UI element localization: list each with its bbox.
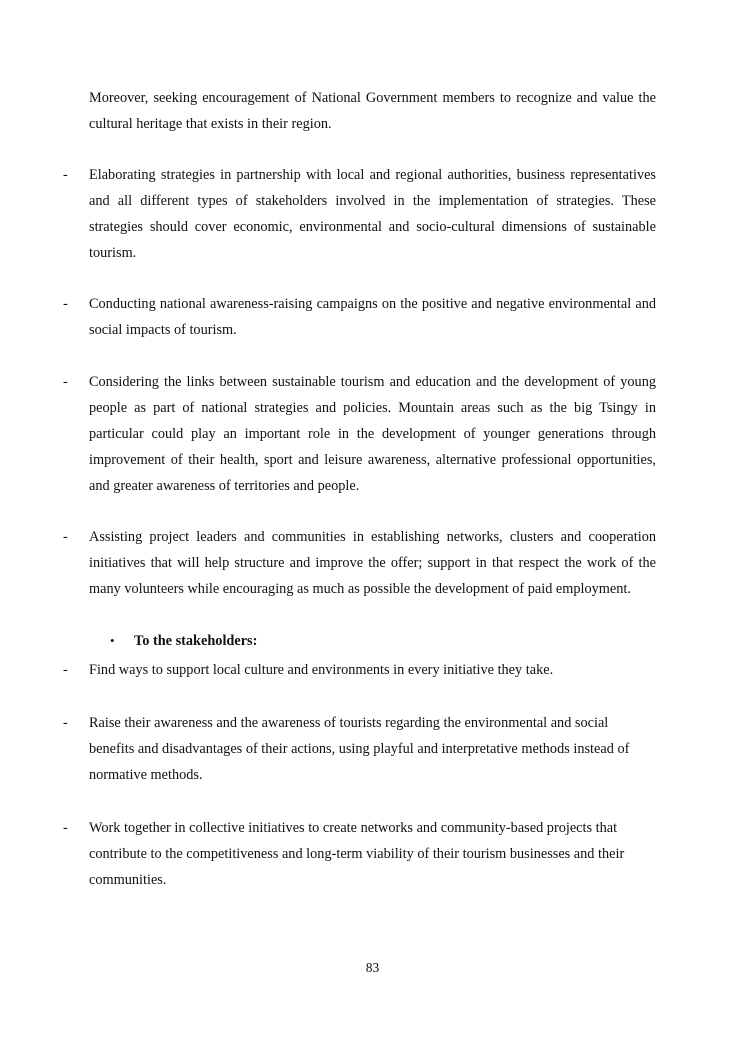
list-item: Considering the links between sustainable tourism and education and the development of young people as part of national strategies and policies. Mountain areas such as the big Tsingy in particular could play an important role in the development of younger generations through improvement of their health, sport and leisure awareness, alternative professional opportunities, and greater awareness of territories and people. xyxy=(89,374,656,494)
list-dash: - xyxy=(63,715,68,731)
list-dash: - xyxy=(63,296,68,312)
list-dash: - xyxy=(63,167,68,183)
list-dash: - xyxy=(63,662,68,678)
list-item: Work together in collective initiatives to create networks and community-based projects that contribute to the competitiveness and long-term viability of their tourism businesses and their communities. xyxy=(89,820,625,888)
list-item: Find ways to support local culture and environments in every initiative they take. xyxy=(89,662,554,678)
list-dash: - xyxy=(63,529,68,545)
bullet-icon: • xyxy=(110,633,115,648)
list-dash: - xyxy=(63,374,68,390)
list-item: Elaborating strategies in partnership with local and regional authorities, business representatives and all different types of stakeholders involved in the implementation of strategies. These strategies should cover economic, environmental and socio-cultural dimensions of sustainable tourism. xyxy=(89,167,656,261)
page-number: 83 xyxy=(365,960,380,975)
list-item: Raise their awareness and the awareness of tourists regarding the environmental and social benefits and disadvantages of their actions, using playful and interpretative methods instead of normative methods. xyxy=(89,715,630,783)
list-item: Assisting project leaders and communities in establishing networks, clusters and cooperation initiatives that will help structure and improve the offer; support in that respect the work of the many volunteers while encouraging as much as possible the development of paid employment. xyxy=(89,529,656,597)
list-item: Conducting national awareness-raising campaigns on the positive and negative environmental and social impacts of tourism. xyxy=(89,296,656,338)
intro-paragraph: Moreover, seeking encouragement of National Government members to recognize and value the cultural heritage that exists in their region. xyxy=(89,90,656,132)
section-heading: To the stakeholders: xyxy=(134,633,258,649)
list-dash: - xyxy=(63,820,68,836)
